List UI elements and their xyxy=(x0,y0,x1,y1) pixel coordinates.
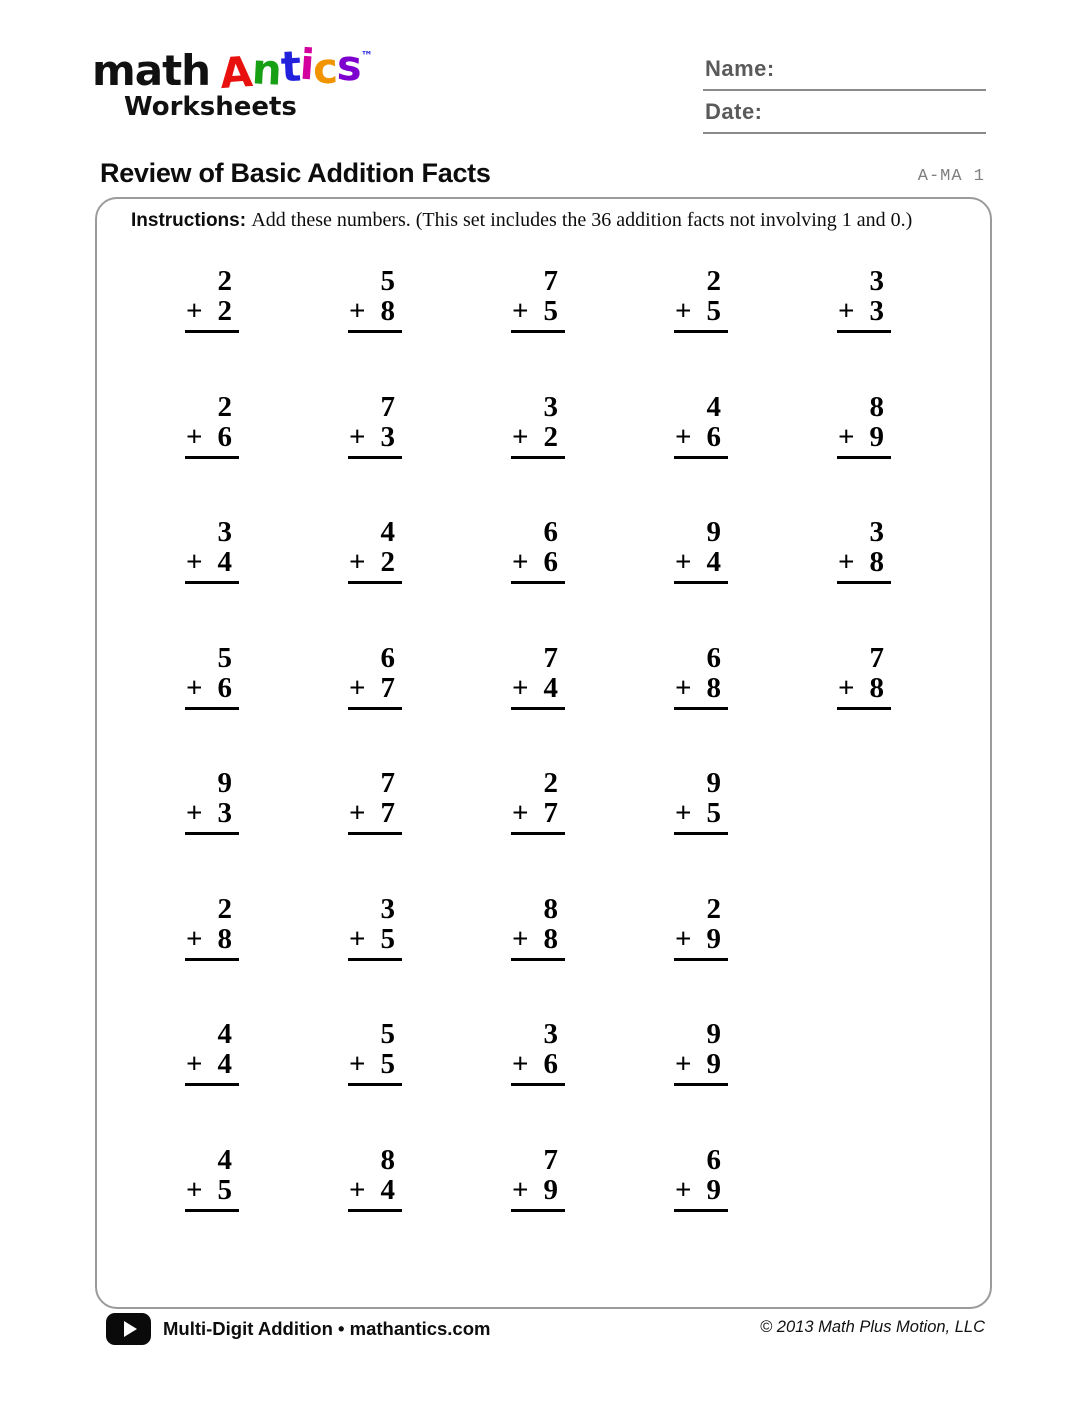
top-addend: 7 xyxy=(380,767,395,799)
plus-operator: + xyxy=(675,922,692,955)
addition-problem xyxy=(511,267,565,333)
addition-problem xyxy=(837,641,891,710)
bottom-addend-row xyxy=(511,297,565,333)
logo-letter: s xyxy=(335,40,363,91)
bottom-addend-row xyxy=(674,420,728,459)
instructions xyxy=(131,209,912,232)
addition-problem xyxy=(511,1020,565,1086)
plus-operator: + xyxy=(512,922,529,955)
problem-cell xyxy=(348,769,511,895)
problem-cell xyxy=(511,267,674,393)
plus-operator: + xyxy=(675,295,692,327)
problem-cell xyxy=(837,1020,1000,1146)
problem-cell xyxy=(185,641,348,770)
bottom-addend-row xyxy=(674,548,728,584)
problem-cell xyxy=(348,892,511,1021)
problem-cell xyxy=(348,267,511,393)
problem-cell xyxy=(348,518,511,644)
bottom-addend: 7 xyxy=(380,797,395,829)
bottom-addend: 8 xyxy=(217,922,232,955)
logo-word-math: math xyxy=(92,46,211,95)
bottom-addend-row xyxy=(185,671,239,710)
date-label: Date: xyxy=(705,99,763,124)
top-addend: 4 xyxy=(706,390,721,423)
bottom-addend-row xyxy=(674,1050,728,1086)
top-addend: 2 xyxy=(706,892,721,925)
problem-cell xyxy=(511,641,674,770)
problem-cell xyxy=(511,1020,674,1146)
date-input-line[interactable] xyxy=(703,132,986,134)
top-addend: 3 xyxy=(543,390,558,423)
plus-operator: + xyxy=(512,1048,529,1080)
addition-problem xyxy=(348,892,402,961)
top-addend: 5 xyxy=(380,1018,395,1050)
top-addend: 9 xyxy=(217,767,232,799)
problem-cell xyxy=(837,769,1000,895)
logo-letter: A xyxy=(218,46,254,99)
plus-operator: + xyxy=(349,295,366,327)
bottom-addend: 6 xyxy=(543,546,558,578)
top-addend: 8 xyxy=(543,892,558,925)
bottom-addend-row xyxy=(511,799,565,835)
plus-operator: + xyxy=(349,922,366,955)
bottom-addend-row xyxy=(674,1173,728,1212)
bottom-addend: 9 xyxy=(706,1048,721,1080)
addition-problem xyxy=(674,390,728,459)
bottom-addend: 9 xyxy=(869,420,884,453)
logo-letter: c xyxy=(312,43,338,94)
plus-operator: + xyxy=(512,295,529,327)
bottom-addend: 8 xyxy=(706,671,721,704)
bottom-addend: 6 xyxy=(217,420,232,453)
problem-cell xyxy=(511,518,674,644)
bottom-addend: 3 xyxy=(869,295,884,327)
top-addend: 7 xyxy=(543,265,558,297)
problem-cell xyxy=(674,1020,837,1146)
addition-problem xyxy=(348,769,402,835)
bottom-addend-row xyxy=(511,420,565,459)
problem-cell xyxy=(348,390,511,519)
bottom-addend-row xyxy=(511,671,565,710)
bottom-addend-row xyxy=(185,799,239,835)
problem-cell xyxy=(348,641,511,770)
plus-operator: + xyxy=(186,420,203,453)
addition-problem xyxy=(185,1143,239,1212)
top-addend: 5 xyxy=(217,641,232,674)
bottom-addend-row xyxy=(674,799,728,835)
problem-cell xyxy=(674,769,837,895)
addition-problem xyxy=(185,267,239,333)
plus-operator: + xyxy=(675,797,692,829)
problem-cell xyxy=(511,892,674,1021)
plus-operator: + xyxy=(675,671,692,704)
addition-problem xyxy=(348,641,402,710)
bottom-addend-row xyxy=(837,671,891,710)
bottom-addend: 4 xyxy=(217,1048,232,1080)
bottom-addend: 9 xyxy=(543,1173,558,1206)
addition-problem xyxy=(674,1143,728,1212)
addition-problem xyxy=(837,267,891,333)
bottom-addend: 5 xyxy=(380,1048,395,1080)
problem-cell xyxy=(674,1143,837,1272)
problem-cell xyxy=(348,1020,511,1146)
trademark-symbol: ™ xyxy=(360,49,372,63)
bottom-addend-row xyxy=(511,922,565,961)
doc-code: A-MA 1 xyxy=(917,167,985,186)
problem-cell xyxy=(185,1143,348,1272)
bottom-addend: 2 xyxy=(380,546,395,578)
bottom-addend: 5 xyxy=(217,1173,232,1206)
logo-subtitle: Worksheets xyxy=(124,92,297,122)
instructions-label: Instructions: xyxy=(131,210,247,231)
bottom-addend: 8 xyxy=(380,295,395,327)
addition-problem xyxy=(674,1020,728,1086)
plus-operator: + xyxy=(512,420,529,453)
plus-operator: + xyxy=(838,671,855,704)
top-addend: 3 xyxy=(869,265,884,297)
bottom-addend: 9 xyxy=(706,1173,721,1206)
bottom-addend: 9 xyxy=(706,922,721,955)
copyright-text: © 2013 Math Plus Motion, LLC xyxy=(760,1318,985,1336)
addition-problem xyxy=(511,769,565,835)
bottom-addend: 4 xyxy=(380,1173,395,1206)
top-addend: 3 xyxy=(217,516,232,548)
addition-problem xyxy=(511,1143,565,1212)
plus-operator: + xyxy=(349,797,366,829)
plus-operator: + xyxy=(512,546,529,578)
plus-operator: + xyxy=(675,1048,692,1080)
bottom-addend-row xyxy=(837,548,891,584)
logo-letter: n xyxy=(250,44,282,95)
logo-letter: t xyxy=(279,41,301,92)
addition-problem xyxy=(185,641,239,710)
plus-operator: + xyxy=(186,671,203,704)
plus-operator: + xyxy=(186,797,203,829)
name-field xyxy=(703,54,986,91)
top-addend: 7 xyxy=(380,390,395,423)
plus-operator: + xyxy=(349,1173,366,1206)
bottom-addend-row xyxy=(674,922,728,961)
plus-operator: + xyxy=(349,420,366,453)
plus-operator: + xyxy=(675,1173,692,1206)
addition-problem xyxy=(185,1020,239,1086)
top-addend: 6 xyxy=(543,516,558,548)
addition-problem xyxy=(185,892,239,961)
addition-problem xyxy=(674,892,728,961)
bottom-addend: 6 xyxy=(217,671,232,704)
logo-word-antics xyxy=(218,39,363,99)
addition-problem xyxy=(185,390,239,459)
instructions-text: Add these numbers. (This set includes the 36 addition facts not involving 1 and 0.) xyxy=(251,209,913,231)
top-addend: 9 xyxy=(706,767,721,799)
top-addend: 9 xyxy=(706,516,721,548)
addition-problem xyxy=(348,390,402,459)
header-fields xyxy=(703,54,986,140)
bottom-addend-row xyxy=(185,420,239,459)
addition-problem xyxy=(837,518,891,584)
logo-letter: i xyxy=(297,39,315,90)
bottom-addend-row xyxy=(185,548,239,584)
addition-problem xyxy=(348,518,402,584)
bottom-addend-row xyxy=(185,1173,239,1212)
name-input-line[interactable] xyxy=(703,89,986,91)
plus-operator: + xyxy=(349,671,366,704)
addition-problem xyxy=(185,518,239,584)
bottom-addend-row xyxy=(674,671,728,710)
addition-problem xyxy=(511,641,565,710)
problem-cell xyxy=(185,518,348,644)
problem-cell xyxy=(674,518,837,644)
problem-cell xyxy=(674,390,837,519)
bottom-addend-row xyxy=(348,1173,402,1212)
bottom-addend: 4 xyxy=(706,546,721,578)
problem-cell xyxy=(674,641,837,770)
problem-cell xyxy=(511,390,674,519)
date-field xyxy=(703,97,986,134)
top-addend: 2 xyxy=(543,767,558,799)
plus-operator: + xyxy=(838,546,855,578)
top-addend: 4 xyxy=(380,516,395,548)
bottom-addend-row xyxy=(348,671,402,710)
bottom-addend: 2 xyxy=(217,295,232,327)
bottom-addend: 3 xyxy=(217,797,232,829)
bottom-addend: 5 xyxy=(380,922,395,955)
worksheet-box xyxy=(95,197,992,1309)
plus-operator: + xyxy=(512,1173,529,1206)
addition-problem xyxy=(511,390,565,459)
top-addend: 2 xyxy=(706,265,721,297)
top-addend: 8 xyxy=(380,1143,395,1176)
plus-operator: + xyxy=(186,1048,203,1080)
addition-problem xyxy=(185,769,239,835)
plus-operator: + xyxy=(186,922,203,955)
addition-problem xyxy=(837,390,891,459)
bottom-addend: 4 xyxy=(217,546,232,578)
bottom-addend-row xyxy=(185,1050,239,1086)
problem-cell xyxy=(837,1146,1000,1272)
problem-cell xyxy=(185,1020,348,1146)
addition-problem xyxy=(348,1143,402,1212)
problem-cell xyxy=(185,267,348,393)
problems-grid xyxy=(97,267,1000,1271)
addition-problem xyxy=(511,892,565,961)
bottom-addend-row xyxy=(674,297,728,333)
bottom-addend: 8 xyxy=(869,546,884,578)
bottom-addend-row xyxy=(511,548,565,584)
addition-problem xyxy=(511,518,565,584)
addition-problem xyxy=(348,267,402,333)
bottom-addend-row xyxy=(185,297,239,333)
plus-operator: + xyxy=(675,420,692,453)
bottom-addend: 7 xyxy=(543,797,558,829)
bottom-addend-row xyxy=(511,1173,565,1212)
top-addend: 2 xyxy=(217,265,232,297)
plus-operator: + xyxy=(675,546,692,578)
problem-cell xyxy=(185,892,348,1021)
bottom-addend: 8 xyxy=(543,922,558,955)
plus-operator: + xyxy=(349,1048,366,1080)
problem-cell xyxy=(511,769,674,895)
addition-problem xyxy=(674,267,728,333)
bottom-addend: 5 xyxy=(706,295,721,327)
plus-operator: + xyxy=(186,546,203,578)
problem-cell xyxy=(837,641,1000,770)
bottom-addend-row xyxy=(511,1050,565,1086)
name-label: Name: xyxy=(705,56,775,81)
footer-left xyxy=(106,1313,490,1345)
play-icon xyxy=(106,1313,151,1345)
problem-cell xyxy=(837,390,1000,519)
plus-operator: + xyxy=(186,295,203,327)
top-addend: 4 xyxy=(217,1143,232,1176)
top-addend: 3 xyxy=(380,892,395,925)
bottom-addend-row xyxy=(837,297,891,333)
problem-cell xyxy=(674,892,837,1021)
problem-cell xyxy=(837,518,1000,644)
problem-cell xyxy=(511,1143,674,1272)
top-addend: 2 xyxy=(217,390,232,423)
bottom-addend: 3 xyxy=(380,420,395,453)
top-addend: 5 xyxy=(380,265,395,297)
bottom-addend: 8 xyxy=(869,671,884,704)
problem-cell xyxy=(348,1143,511,1272)
bottom-addend: 6 xyxy=(706,420,721,453)
addition-problem xyxy=(674,769,728,835)
bottom-addend-row xyxy=(837,420,891,459)
problem-cell xyxy=(837,895,1000,1021)
bottom-addend-row xyxy=(185,922,239,961)
bottom-addend: 5 xyxy=(543,295,558,327)
problem-cell xyxy=(185,769,348,895)
page-title: Review of Basic Addition Facts xyxy=(100,158,491,188)
problem-cell xyxy=(837,267,1000,393)
bottom-addend: 2 xyxy=(543,420,558,453)
top-addend: 6 xyxy=(706,641,721,674)
top-addend: 2 xyxy=(217,892,232,925)
bottom-addend-row xyxy=(348,922,402,961)
addition-problem xyxy=(674,518,728,584)
top-addend: 6 xyxy=(380,641,395,674)
bottom-addend-row xyxy=(348,799,402,835)
problem-cell xyxy=(185,390,348,519)
plus-operator: + xyxy=(838,295,855,327)
top-addend: 7 xyxy=(869,641,884,674)
bottom-addend: 5 xyxy=(706,797,721,829)
bottom-addend-row xyxy=(348,297,402,333)
logo-wordmark xyxy=(92,39,372,99)
bottom-addend-row xyxy=(348,1050,402,1086)
bottom-addend-row xyxy=(348,548,402,584)
footer-left-text: Multi-Digit Addition • mathantics.com xyxy=(163,1318,491,1339)
bottom-addend: 7 xyxy=(380,671,395,704)
math-antics-logo xyxy=(92,39,372,122)
addition-problem xyxy=(348,1020,402,1086)
top-addend: 9 xyxy=(706,1018,721,1050)
bottom-addend: 6 xyxy=(543,1048,558,1080)
top-addend: 7 xyxy=(543,641,558,674)
plus-operator: + xyxy=(349,546,366,578)
bottom-addend: 4 xyxy=(543,671,558,704)
top-addend: 8 xyxy=(869,390,884,423)
bottom-addend-row xyxy=(348,420,402,459)
top-addend: 7 xyxy=(543,1143,558,1176)
top-addend: 4 xyxy=(217,1018,232,1050)
problem-cell xyxy=(674,267,837,393)
plus-operator: + xyxy=(512,671,529,704)
plus-operator: + xyxy=(838,420,855,453)
plus-operator: + xyxy=(512,797,529,829)
top-addend: 6 xyxy=(706,1143,721,1176)
plus-operator: + xyxy=(186,1173,203,1206)
play-triangle-icon xyxy=(124,1321,137,1337)
addition-problem xyxy=(674,641,728,710)
top-addend: 3 xyxy=(869,516,884,548)
top-addend: 3 xyxy=(543,1018,558,1050)
